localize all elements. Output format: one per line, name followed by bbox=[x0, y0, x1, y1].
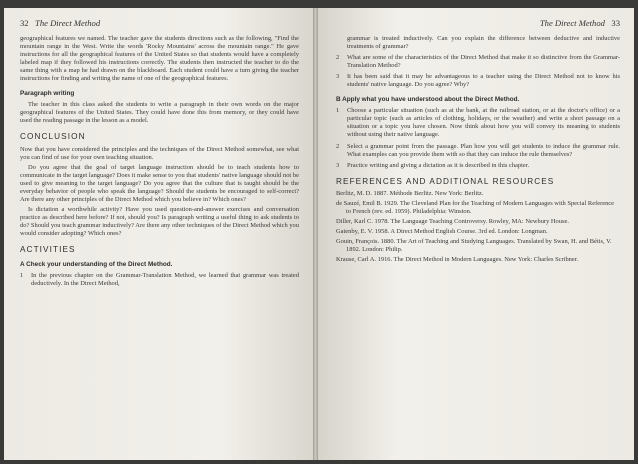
list-item-text: In the previous chapter on the Grammar-Translation Method, we learned that grammar was treated deductively. In the Direct Method, bbox=[31, 272, 299, 288]
list-item-text: Choose a particular situation (such as at the bank, at the railroad station, or at the doctor's office) or a particular topic (such as articles of clothing, holidays, or the weather) and write a short passage on a situation or a topic you have chosen. Now think about how you will convey its meaning to students without using their native language. bbox=[347, 107, 620, 139]
right-running-title: The Direct Method bbox=[539, 18, 605, 28]
conclusion-paragraph-2: Do you agree that the goal of target language instruction should be to teach students how to communicate in the target language? Does it make sense to you that students' native language should not be used to give meaning to the target language? Do you agree that the culture that is taught should be the everyday behavior of people who speak the language? Should the students be encouraged to self-correct? Are there any other principles of the Direct Method which you believe in? Which ones? bbox=[20, 163, 299, 203]
list-item bbox=[336, 107, 620, 139]
list-item-number: 1 bbox=[336, 107, 340, 115]
list-item bbox=[20, 272, 299, 288]
reference-entry: Krause, Carl A. 1916. The Direct Method in Modern Languages. New York: Charles Scribner. bbox=[336, 256, 579, 264]
reference-entry: Berlitz, M. D. 1887. Méthode Berlitz. New York: Berlitz. bbox=[336, 189, 484, 197]
right-running-head bbox=[540, 18, 620, 28]
list-item-number: 2 bbox=[336, 142, 340, 150]
right-page-number: 33 bbox=[611, 18, 620, 28]
reference-entry: Gatenby, E. V. 1958. A Direct Method English Course. 3rd ed. London: Longman. bbox=[336, 227, 548, 235]
reference-list bbox=[336, 190, 620, 264]
list-item bbox=[336, 73, 620, 89]
check-understanding-heading: A Check your understanding of the Direct Method. bbox=[20, 261, 173, 269]
paragraph-writing-heading: Paragraph writing bbox=[20, 90, 75, 98]
list-item bbox=[336, 54, 620, 70]
activity-list-a-continued bbox=[336, 35, 620, 89]
right-page-body bbox=[336, 35, 620, 266]
list-item-number: 3 bbox=[336, 161, 340, 169]
reference-entry: Gouin, François. 1880. The Art of Teaching and Studying Languages. Translated by Swan, H. and Bétis, V. 1892. London: Philip. bbox=[336, 237, 612, 253]
conclusion-paragraph-3: Is dictation a worthwhile activity? Have you used question-and-answer exercises and conversation practice as described here before? If not, should you? Is paragraph writing a useful thing to ask students to do? Should you teach grammar inductively? Are there any other techniques of the Direct Method which you would consider adopting? Which ones? bbox=[20, 205, 299, 237]
conclusion-paragraph-1: Now that you have considered the principles and the techniques of the Direct Method somewhat, see what you can find of use for your own teaching situation. bbox=[20, 145, 299, 161]
right-page bbox=[318, 8, 634, 460]
list-item-number: 2 bbox=[336, 54, 340, 62]
reference-entry: Diller, Karl C. 1978. The Language Teaching Controversy. Rowley, MA: Newbury House. bbox=[336, 217, 569, 225]
list-item-text: It has been said that it may be advantageous to a teacher using the Direct Method not to know his students' native language. Do you agree? Why? bbox=[347, 73, 620, 89]
references-heading: REFERENCES AND ADDITIONAL RESOURCES bbox=[336, 176, 555, 186]
left-running-title: The Direct Method bbox=[35, 18, 101, 28]
map-paragraph: geographical features we named. The teacher gave the students directions such as the following, "Find the mountain range in the West. Write the words 'Rocky Mountains' across the mountain range." He gave instructions for all the geographical features of the United States so that students would have a completely labeled map if they followed his instructions correctly. The students then instructed the teacher to do the same thing with a map he had drawn on the blackboard. Each student could have a turn giving the teacher instructions for finding and writing the name of one of the geographical features. bbox=[20, 35, 299, 83]
list-item bbox=[336, 143, 620, 159]
apply-heading: B Apply what you have understood about the Direct Method. bbox=[336, 96, 520, 104]
list-item-text: Select a grammar point from the passage. Plan how you will get students to induce the grammar rule. What examples can you provide them with so that they can induce the rule themselves? bbox=[347, 142, 620, 158]
list-item bbox=[336, 162, 620, 170]
left-page-number: 32 bbox=[20, 18, 29, 28]
left-page-body bbox=[20, 35, 299, 291]
reference-entry: de Sauzé, Emil B. 1929. The Cleveland Plan for the Teaching of Modern Languages with Special Reference to French (rev. ed. 1959). Philadelphia: Winston. bbox=[336, 199, 615, 215]
list-item-text: grammar is treated inductively. Can you explain the difference between deductive and inductive treatments of grammar? bbox=[347, 35, 620, 51]
list-item-number: 1 bbox=[20, 272, 24, 280]
list-item-number: 3 bbox=[336, 73, 340, 81]
left-page bbox=[4, 8, 313, 460]
left-running-head bbox=[20, 18, 100, 28]
paragraph-writing-text: The teacher in this class asked the students to write a paragraph in their own words on the major geographical features of the United States. They could have done this from memory, or they could have used the reading passage in the lesson as a model. bbox=[20, 101, 299, 125]
activities-heading: ACTIVITIES bbox=[20, 245, 76, 255]
list-item bbox=[336, 35, 620, 51]
activity-list-a bbox=[20, 272, 299, 288]
list-item-text: Practice writing and giving a dictation as it is described in this chapter. bbox=[347, 161, 530, 169]
activity-list-b bbox=[336, 107, 620, 169]
list-item-text: What are some of the characteristics of the Direct Method that make it so distinctive from the Grammar-Translation Method? bbox=[347, 54, 620, 70]
conclusion-heading: CONCLUSION bbox=[20, 132, 86, 142]
